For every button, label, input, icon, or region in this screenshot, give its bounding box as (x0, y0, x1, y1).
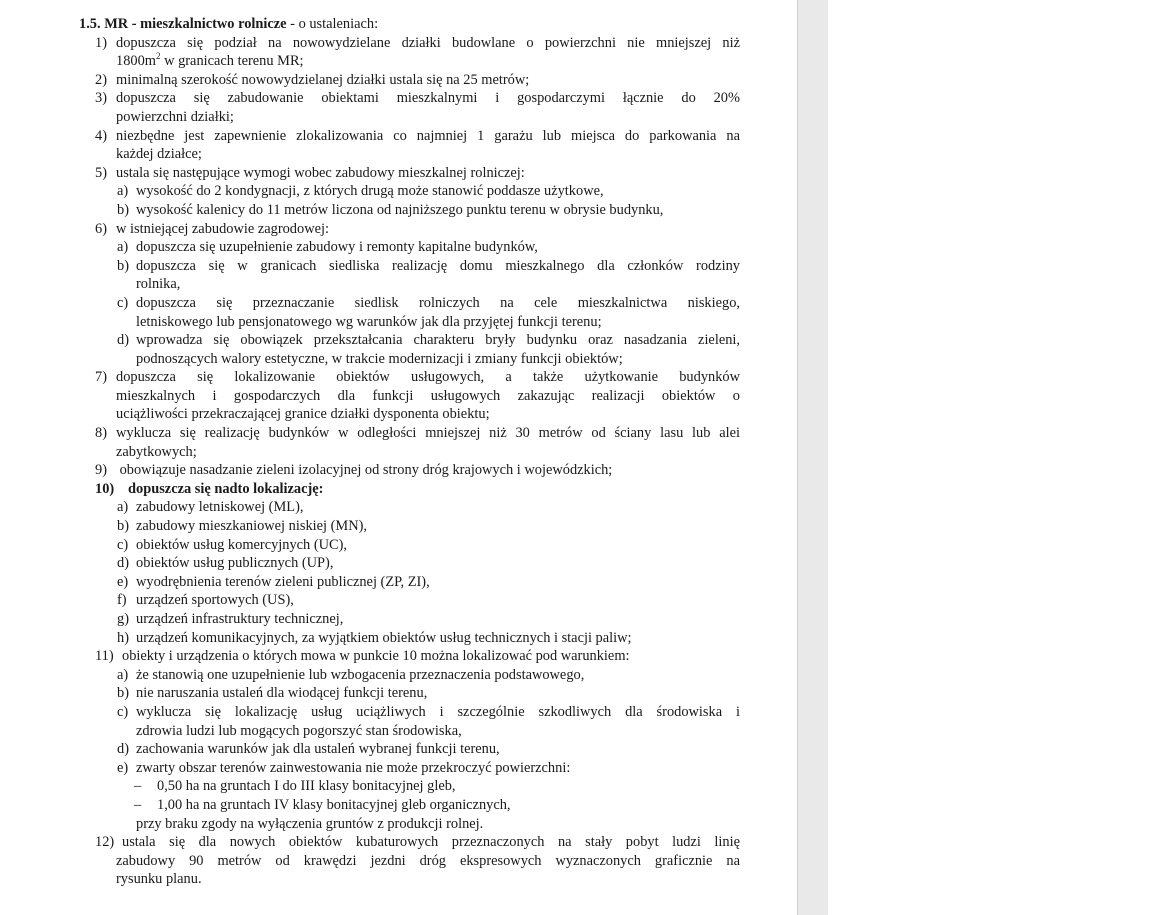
sub-item-label: h) (117, 629, 129, 646)
sub-item (0, 573, 797, 592)
item-text: dopuszcza się podział na nowowydzielane działki budowlane o powierzchni nie mniejszej niż (116, 34, 740, 51)
list-item (0, 34, 797, 53)
dash-bullet: – (134, 796, 142, 813)
sub-item (0, 610, 797, 629)
item-text: mieszkalnych i gospodarczych dla funkcji usługowych zakazując realizacji obiektów o (116, 387, 740, 404)
list-item-continuation (0, 852, 797, 871)
sub-item-text: urządzeń infrastruktury technicznej, (136, 611, 344, 627)
item-number: 2) (95, 71, 107, 88)
sub-item-text: letniskowego lub pensjonatowego wg warunków jak dla przyjętej funkcji terenu; (136, 313, 602, 330)
sub-item-text: wysokość do 2 kondygnacji, z których drugą może stanowić poddasze użytkowe, (136, 183, 604, 200)
sub-item-label: e) (117, 573, 129, 590)
item-text: uciążliwości przekraczającej granice działki dysponenta obiektu; (116, 406, 490, 423)
list-item-continuation (0, 443, 797, 462)
item-number: 12) (95, 834, 115, 851)
sub-item-text: dopuszcza się w granicach siedliska realizację domu mieszkalnego dla członków rodziny (136, 257, 740, 274)
sub-item-label: c) (117, 703, 129, 720)
sub-item (0, 498, 797, 517)
item-number: 5) (95, 164, 107, 181)
area-rest: w granicach terenu MR; (160, 53, 304, 70)
list-item (0, 368, 797, 387)
dash-item (0, 777, 797, 796)
section-number: 1.5. (79, 16, 101, 32)
sub-item-text: urządzeń sportowych (US), (136, 592, 294, 609)
item-text: ustala się dla nowych obiektów kubaturowych przeznaczonych na stały pobyt ludzi linię (122, 834, 740, 851)
list-item (0, 220, 797, 239)
item-text: dopuszcza się lokalizowanie obiektów usługowych, a także użytkowanie budynków (116, 369, 740, 386)
list-item (0, 71, 797, 90)
sub-item (0, 554, 797, 573)
sub-item-label: d) (117, 555, 129, 572)
sub-item-text: zwarty obszar terenów zainwestowania nie może przekroczyć powierzchni: (136, 759, 571, 776)
sub-item-text: urządzeń komunikacyjnych, za wyjątkiem obiektów usług technicznych i stacji paliw; (136, 629, 632, 646)
list-item-continuation (0, 870, 797, 889)
sub-item-text: zdrowia ludzi lub mogących pogorszyć stan środowiska, (136, 722, 462, 739)
sub-item (0, 740, 797, 759)
dash-item-text: 1,00 ha na gruntach IV klasy bonitacyjnej gleb organicznych, (157, 796, 511, 813)
item-text: każdej działce; (116, 146, 202, 163)
sub-item-label: d) (117, 332, 129, 349)
sub-item-label: f) (117, 592, 127, 609)
item-number: 8) (95, 425, 107, 442)
section-title: MR - mieszkalnictwo rolnicze (104, 16, 287, 32)
list-item-continuation (0, 145, 797, 164)
list-item (0, 480, 797, 499)
section-suffix: - o ustaleniach: (286, 16, 379, 32)
item-text: powierzchni działki; (116, 108, 234, 125)
item-text: obiekty i urządzenia o których mowa w punkcie 10 można lokalizować pod warunkiem: (122, 648, 630, 665)
sub-item (0, 759, 797, 778)
item-text (116, 52, 740, 71)
sub-item-text: wysokość kalenicy do 11 metrów liczona od najniższego punktu terenu w obrysie budynku, (136, 201, 664, 218)
sub-item (0, 591, 797, 610)
page-gutter (797, 0, 828, 915)
sub-item-label: c) (117, 294, 129, 311)
sub-item (0, 536, 797, 555)
area-exponent: 2 (155, 51, 161, 62)
sub-item-text: zabudowy mieszkaniowej niskiej (MN), (136, 518, 367, 535)
sub-item-text: wprowadza się obowiązek przekształcania charakteru bryły budynku oraz nasadzania zieleni, (136, 332, 740, 349)
item-number: 3) (95, 90, 107, 107)
section-heading (0, 15, 797, 34)
sub-item (0, 294, 797, 313)
sub-item-text: wyklucza się lokalizację usług uciążliwych i szczególnie szkodliwych dla środowiska i (136, 703, 740, 720)
item-text: wyklucza się realizację budynków w odległości mniejszej niż 30 metrów od ściany lasu lub alei (116, 425, 740, 442)
sub-item-text: obiektów usług publicznych (UP), (136, 555, 334, 572)
sub-item-text: nie naruszania ustaleń dla wiodącej funkcji terenu, (136, 685, 428, 702)
sub-item-text: podnoszących walory estetyczne, w trakcie modernizacji i zmiany funkcji obiektów; (136, 350, 623, 367)
item-text: zabytkowych; (116, 443, 197, 460)
sub-item-label: a) (117, 183, 129, 200)
item-text: zabudowy 90 metrów od krawędzi jezdni dróg ekspresowych wyznaczonych graficznie na (116, 852, 740, 869)
sub-item (0, 629, 797, 648)
item-number: 11) (95, 648, 114, 665)
dash-item-text: 0,50 ha na gruntach I do III klasy bonitacyjnej gleb, (157, 778, 456, 795)
list-item-continuation (0, 387, 797, 406)
item-text: ustala się następujące wymogi wobec zabudowy mieszkalnej rolniczej: (116, 164, 525, 181)
sub-item-text: rolnika, (136, 276, 181, 293)
dash-item (0, 796, 797, 815)
sub-item-label: a) (117, 239, 129, 256)
list-item (0, 424, 797, 443)
sub-item (0, 666, 797, 685)
sub-item-label: b) (117, 518, 129, 535)
sub-item-label: a) (117, 499, 129, 516)
sub-item-continuation (0, 275, 797, 294)
document-content (0, 15, 797, 889)
item-text: dopuszcza się nadto lokalizację: (128, 480, 324, 497)
item-text: w istniejącej zabudowie zagrodowej: (116, 220, 329, 237)
sub-item-label: b) (117, 201, 129, 218)
list-item (0, 127, 797, 146)
list-item (0, 89, 797, 108)
sub-item-continuation (0, 313, 797, 332)
list-item-continuation (0, 52, 797, 71)
item-text: dopuszcza się zabudowanie obiektami mieszkalnymi i gospodarczymi łącznie do 20% (116, 90, 740, 107)
list-item (0, 833, 797, 852)
sub-item-label: g) (117, 611, 129, 627)
dash-bullet: – (134, 778, 142, 795)
sub-item-label: c) (117, 536, 129, 553)
sub-item-text: zachowania warunków jak dla ustaleń wybranej funkcji terenu, (136, 741, 500, 758)
list-item (0, 164, 797, 183)
item-number: 7) (95, 369, 107, 386)
sub-item (0, 182, 797, 201)
item-number: 4) (95, 127, 107, 144)
list-item-continuation (0, 108, 797, 127)
sub-item-text: wyodrębnienia terenów zieleni publicznej (ZP, ZI), (136, 573, 430, 590)
sub-item-text: dopuszcza się przeznaczanie siedlisk rolniczych na cele mieszkalnictwa niskiego, (136, 294, 740, 311)
sub-item (0, 238, 797, 257)
sub-item-label: b) (117, 257, 129, 274)
sub-item (0, 684, 797, 703)
sub-item-text: obiektów usług komercyjnych (UC), (136, 536, 348, 553)
sub-item-label: d) (117, 741, 129, 758)
list-item (0, 461, 797, 480)
sub-item-text: że stanowią one uzupełnienie lub wzbogacenia przeznaczenia podstawowego, (136, 666, 585, 683)
list-item-continuation (0, 405, 797, 424)
item-number: 9) (95, 462, 107, 479)
area-value: 1800m (116, 53, 156, 70)
sub-item-text: zabudowy letniskowej (ML), (136, 499, 304, 516)
sub-item-label: e) (117, 759, 129, 776)
sub-item (0, 517, 797, 536)
list-item (0, 647, 797, 666)
item-text: obowiązuje nasadzanie zieleni izolacyjnej od strony dróg krajowych i wojewódzkich; (116, 462, 613, 479)
item-number: 10) (95, 480, 115, 497)
item-number: 1) (95, 34, 107, 51)
sub-item-label: b) (117, 685, 129, 702)
sub-item (0, 331, 797, 350)
item-text: minimalną szerokość nowowydzielanej działki ustala się na 25 metrów; (116, 71, 530, 88)
item-text: rysunku planu. (116, 871, 202, 888)
sub-item-continuation (0, 815, 797, 834)
sub-item (0, 703, 797, 722)
sub-item-continuation (0, 722, 797, 741)
sub-item (0, 257, 797, 276)
sub-item (0, 201, 797, 220)
item-number: 6) (95, 220, 107, 237)
sub-item-label: a) (117, 666, 129, 683)
sub-item-text: dopuszcza się uzupełnienie zabudowy i remonty kapitalne budynków, (136, 239, 538, 256)
sub-item-continuation (0, 350, 797, 369)
sub-item-text: przy braku zgody na wyłączenia gruntów z produkcji rolnej. (136, 815, 484, 832)
item-text: niezbędne jest zapewnienie zlokalizowania co najmniej 1 garażu lub miejsca do parkowania na (116, 127, 740, 144)
page-edge (797, 0, 798, 915)
